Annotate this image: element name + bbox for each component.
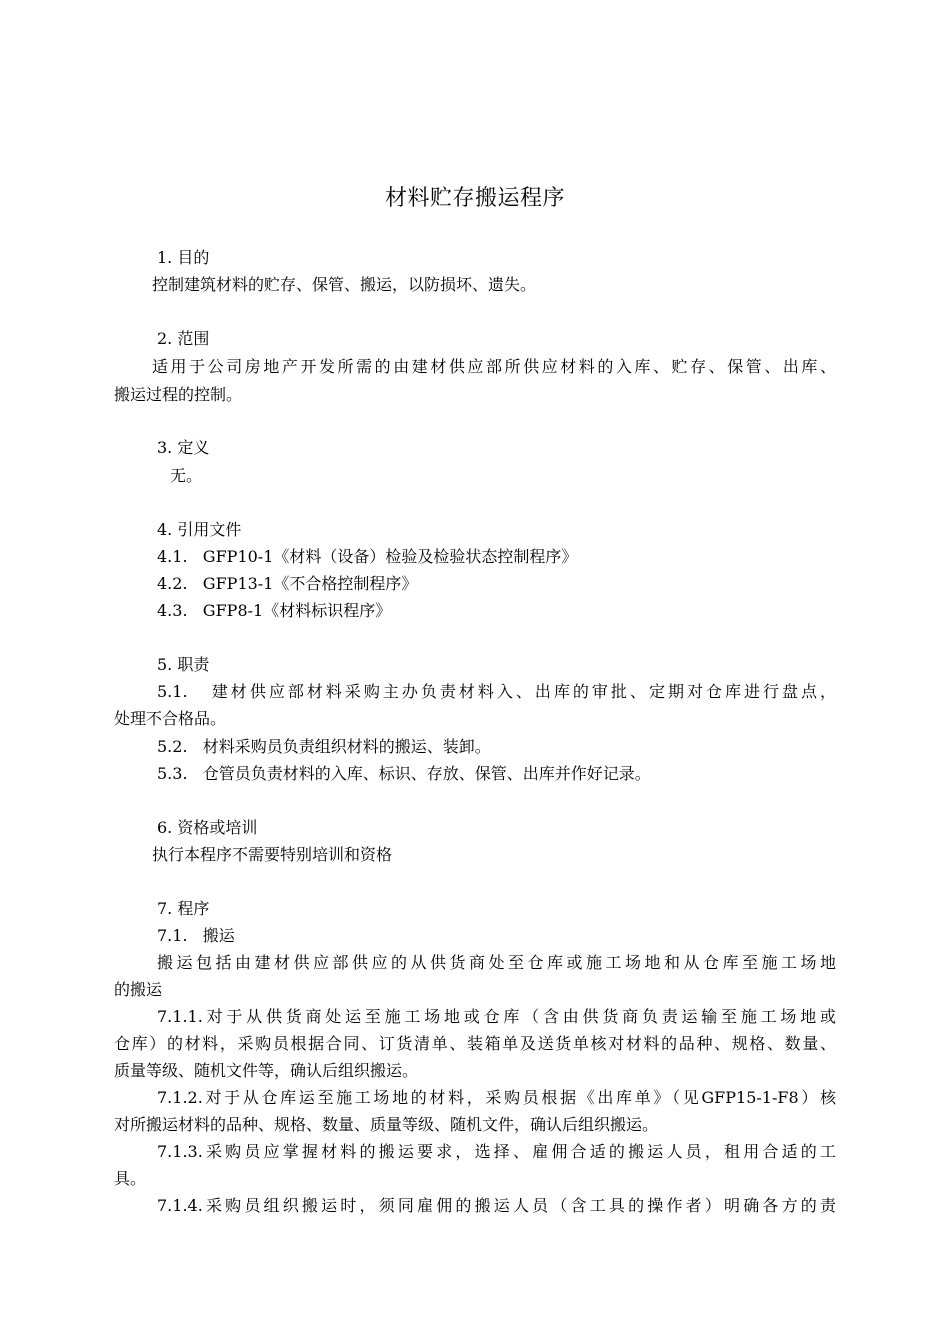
paragraph-line: 搬运包括由建材供应部供应的从供货商处至仓库或施工场地和从仓库至施工场地	[157, 953, 836, 972]
section-2-body-line: 适用于公司房地产开发所需的由建材供应部所供应材料的入库、贮存、保管、出库、	[152, 357, 836, 376]
procedure-item-line: 仓库）的材料，采购员根据合同、订货清单、装箱单及送货单核对材料的品种、规格、数量、	[114, 1034, 836, 1053]
subsection-heading: 7.1. 搬运	[157, 926, 235, 945]
section-1-heading: 1. 目的	[157, 248, 210, 267]
procedure-item-line: 7.1.2.对于从仓库运至施工场地的材料，采购员根据《出库单》（见GFP15-1-F8）核	[157, 1088, 836, 1107]
section-2-heading: 2. 范围	[157, 329, 210, 348]
responsibility-item: 5.1. 建材供应部材料采购主办负责材料入、出库的审批、定期对仓库进行盘点，	[157, 682, 836, 701]
responsibility-item: 5.3. 仓管员负责材料的入库、标识、存放、保管、出库并作好记录。	[157, 764, 651, 783]
section-6-heading: 6. 资格或培训	[157, 818, 258, 837]
reference-item: 4.2. GFP13-1《不合格控制程序》	[157, 574, 418, 593]
section-3-body: 无。	[170, 466, 203, 485]
procedure-item-line: 7.1.3.采购员应掌握材料的搬运要求，选择、雇佣合适的搬运人员，租用合适的工	[157, 1142, 836, 1161]
section-3-heading: 3. 定义	[157, 438, 210, 457]
responsibility-item: 5.2. 材料采购员负责组织材料的搬运、装卸。	[157, 737, 491, 756]
section-7-heading: 7. 程序	[157, 899, 210, 918]
reference-item: 4.3. GFP8-1《材料标识程序》	[157, 601, 392, 620]
procedure-item-line: 质量等级、随机文件等，确认后组织搬运。	[114, 1061, 419, 1080]
procedure-item-line: 7.1.1.对于从供货商处运至施工场地或仓库（含由供货商负责运输至施工场地或	[157, 1007, 836, 1026]
section-6-body: 执行本程序不需要特别培训和资格	[152, 845, 393, 864]
section-2-body-line: 搬运过程的控制。	[114, 385, 243, 404]
procedure-item-line: 具。	[114, 1169, 147, 1188]
procedure-item-line: 对所搬运材料的品种、规格、数量、质量等级、随机文件，确认后组织搬运。	[114, 1115, 659, 1134]
section-1-body: 控制建筑材料的贮存、保管、搬运，以防损坏、遗失。	[152, 275, 537, 294]
document-title: 材料贮存搬运程序	[384, 186, 565, 211]
section-4-heading: 4. 引用文件	[157, 520, 242, 539]
responsibility-item-continued: 处理不合格品。	[114, 709, 227, 728]
paragraph-line: 的搬运	[114, 980, 163, 999]
section-5-heading: 5. 职责	[157, 655, 210, 674]
procedure-item-line: 7.1.4.采购员组织搬运时，须同雇佣的搬运人员（含工具的操作者）明确各方的责	[157, 1196, 836, 1215]
reference-item: 4.1. GFP10-1《材料（设备）检验及检验状态控制程序》	[157, 547, 578, 566]
